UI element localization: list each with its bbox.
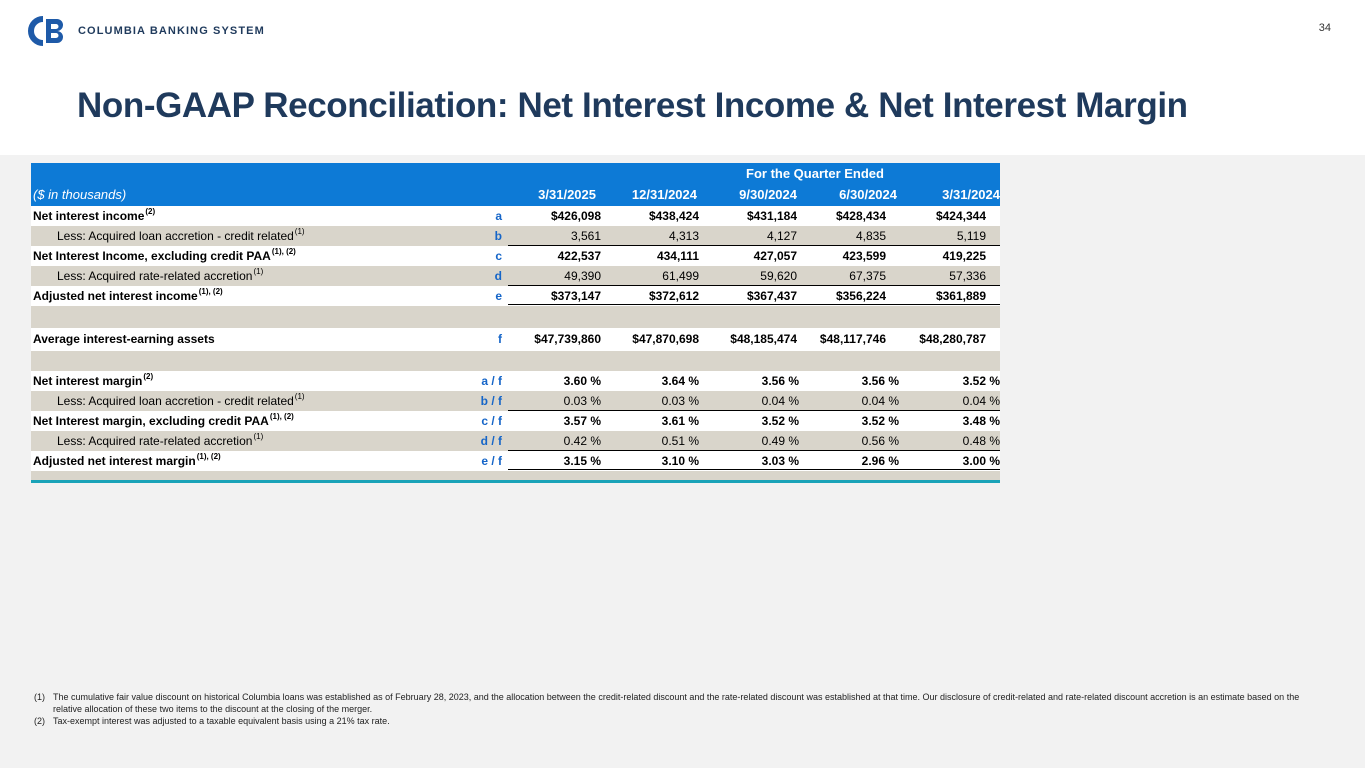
column-header: 12/31/2024 bbox=[631, 187, 697, 202]
footnote bbox=[34, 691, 1324, 715]
footnote-text: The cumulative fair value discount on historical Columbia loans was established as of February 28, 2023, and the allocation between the credit-related discount and the rate-related discount was established at that time. Our disclosure of credit-related and rate-related discount accretion is an estimate based on the relative allocation of these two items to the discount at the closing of the merger. bbox=[53, 692, 1300, 714]
row-label: Less: Acquired rate-related accretion$^{(1)}$ bbox=[57, 432, 264, 448]
table-header-period bbox=[31, 163, 1000, 184]
page-number: 34 bbox=[1318, 22, 1331, 34]
row-letter: d bbox=[494, 269, 502, 283]
period-header: For the Quarter Ended bbox=[746, 166, 884, 181]
table-cell: 0.56 % bbox=[861, 434, 899, 448]
table-cell: 67,375 bbox=[849, 269, 886, 283]
table-cell: $48,117,746 bbox=[819, 332, 886, 346]
table-cell: $424,344 bbox=[935, 209, 986, 223]
footnote-text: Tax-exempt interest was adjusted to a taxable equivalent basis using a 21% tax rate. bbox=[53, 716, 390, 726]
table-cell: $367,437 bbox=[746, 289, 797, 303]
table-header-columns bbox=[31, 184, 1000, 206]
footnotes bbox=[34, 691, 1324, 727]
table-cell: 0.51 % bbox=[661, 434, 699, 448]
column-header: 9/30/2024 bbox=[739, 187, 797, 202]
footnote-number: (2) bbox=[34, 716, 45, 726]
table-cell: 59,620 bbox=[760, 269, 797, 283]
spacer-row bbox=[31, 351, 1000, 371]
row-letter: c / f bbox=[481, 414, 502, 428]
table-row bbox=[31, 246, 1000, 266]
table-cell: 4,127 bbox=[766, 229, 797, 243]
table-cell: 61,499 bbox=[662, 269, 699, 283]
row-label: Net Interest Income, excluding credit $PAA^{(1), (2)}$ bbox=[33, 247, 296, 263]
table-cell: 0.03 % bbox=[661, 394, 699, 408]
table-row bbox=[31, 391, 1000, 411]
company-logo bbox=[26, 16, 265, 46]
table-cell: $373,147 bbox=[550, 289, 601, 303]
table-cell: 3.00 % bbox=[962, 454, 1000, 468]
table-cell: 3.03 % bbox=[761, 454, 799, 468]
table-cell: 49,390 bbox=[564, 269, 601, 283]
row-letter: e bbox=[495, 289, 502, 303]
table-cell: 419,225 bbox=[942, 249, 986, 263]
row-letter: a bbox=[495, 209, 502, 223]
spacer-row bbox=[31, 471, 1000, 480]
table-cell: 0.04 % bbox=[861, 394, 899, 408]
column-header: 6/30/2024 bbox=[839, 187, 897, 202]
table-row bbox=[31, 411, 1000, 431]
reconciliation-table bbox=[31, 163, 1000, 480]
table-cell: 3.61 % bbox=[661, 414, 699, 428]
table-row bbox=[31, 266, 1000, 286]
row-letter: e / f bbox=[481, 454, 502, 468]
row-label: Less: Acquired rate-related accretion$^{(1)}$ bbox=[57, 267, 264, 283]
table-cell: 3.10 % bbox=[661, 454, 699, 468]
table-cell: 3.56 % bbox=[761, 374, 799, 388]
table-cell: $426,098 bbox=[550, 209, 601, 223]
row-label: Adjusted net interest margin$^{(1), (2)}$ bbox=[33, 452, 221, 468]
table-cell: $356,224 bbox=[835, 289, 886, 303]
row-label: Net interest margin$^{(2)}$ bbox=[33, 372, 154, 388]
table-cell: 3.48 % bbox=[962, 414, 1000, 428]
table-cell: 422,537 bbox=[557, 249, 601, 263]
table-cell: $47,739,860 bbox=[534, 332, 601, 346]
row-letter: a / f bbox=[481, 374, 502, 388]
footnote bbox=[34, 715, 1324, 727]
table-cell: 4,835 bbox=[855, 229, 886, 243]
row-label: Net interest income$^{(2)}$ bbox=[33, 207, 156, 223]
row-letter: c bbox=[495, 249, 502, 263]
table-row bbox=[31, 431, 1000, 451]
table-cell: 3.60 % bbox=[563, 374, 601, 388]
brand-name: COLUMBIA BANKING SYSTEM bbox=[78, 25, 265, 37]
table-cell: 434,111 bbox=[656, 249, 699, 263]
table-row bbox=[31, 286, 1000, 306]
table-cell: 57,336 bbox=[949, 269, 986, 283]
table-row bbox=[31, 206, 1000, 226]
row-label: Less: Acquired loan accretion - credit related$^{(1)}$ bbox=[57, 392, 305, 408]
table-cell: 2.96 % bbox=[861, 454, 899, 468]
table-cell: $48,185,474 bbox=[730, 332, 797, 346]
table-cell: 0.03 % bbox=[563, 394, 601, 408]
table-cell: 3.15 % bbox=[563, 454, 601, 468]
row-letter: b / f bbox=[480, 394, 502, 408]
cb-logo-icon bbox=[26, 16, 67, 46]
column-header: 3/31/2025 bbox=[538, 187, 596, 202]
table-cell: 3.64 % bbox=[661, 374, 699, 388]
table-cell: 0.49 % bbox=[761, 434, 799, 448]
table-cell: $431,184 bbox=[746, 209, 797, 223]
table-cell: 3.57 % bbox=[563, 414, 601, 428]
table-cell: 3.56 % bbox=[861, 374, 899, 388]
table-cell: 3,561 bbox=[570, 229, 601, 243]
row-label: Average interest-earning assets bbox=[33, 332, 215, 346]
row-letter: d / f bbox=[480, 434, 502, 448]
table-cell: 0.04 % bbox=[761, 394, 799, 408]
table-row bbox=[31, 451, 1000, 471]
table-cell: $428,434 bbox=[835, 209, 886, 223]
table-bottom-rule bbox=[31, 480, 1000, 483]
table-cell: 0.48 % bbox=[962, 434, 1000, 448]
footnote-number: (1) bbox=[34, 692, 45, 702]
table-cell: $372,612 bbox=[648, 289, 699, 303]
row-label: Less: Acquired loan accretion - credit related$^{(1)}$ bbox=[57, 227, 305, 243]
column-header: 3/31/2024 bbox=[942, 187, 1000, 202]
table-cell: $47,870,698 bbox=[632, 332, 699, 346]
table-cell: 3.52 % bbox=[761, 414, 799, 428]
row-label: Net Interest margin, excluding credit $PAA^{(1), (2)}$ bbox=[33, 412, 294, 428]
table-cell: 0.04 % bbox=[962, 394, 1000, 408]
table-cell: 427,057 bbox=[753, 249, 797, 263]
table-row bbox=[31, 371, 1000, 391]
table-cell: 3.52 % bbox=[861, 414, 899, 428]
table-cell: $438,424 bbox=[648, 209, 699, 223]
table-cell: $48,280,787 bbox=[919, 332, 986, 346]
table-row bbox=[31, 226, 1000, 246]
row-label: Adjusted net interest income$^{(1), (2)}$ bbox=[33, 287, 223, 303]
table-cell: 3.52 % bbox=[962, 374, 1000, 388]
page-title: Non-GAAP Reconciliation: Net Interest Income & Net Interest Margin bbox=[77, 86, 1188, 125]
table-cell: 4,313 bbox=[668, 229, 699, 243]
slide-header-area bbox=[0, 0, 1365, 155]
spacer-row bbox=[31, 306, 1000, 328]
table-cell: 0.42 % bbox=[563, 434, 601, 448]
table-row bbox=[31, 328, 1000, 351]
table-cell: 423,599 bbox=[842, 249, 886, 263]
row-letter: b bbox=[494, 229, 502, 243]
table-cell: 5,119 bbox=[956, 229, 986, 243]
row-letter: f bbox=[498, 332, 502, 346]
units-label: ($ in thousands) bbox=[33, 187, 127, 202]
table-cell: $361,889 bbox=[935, 289, 986, 303]
